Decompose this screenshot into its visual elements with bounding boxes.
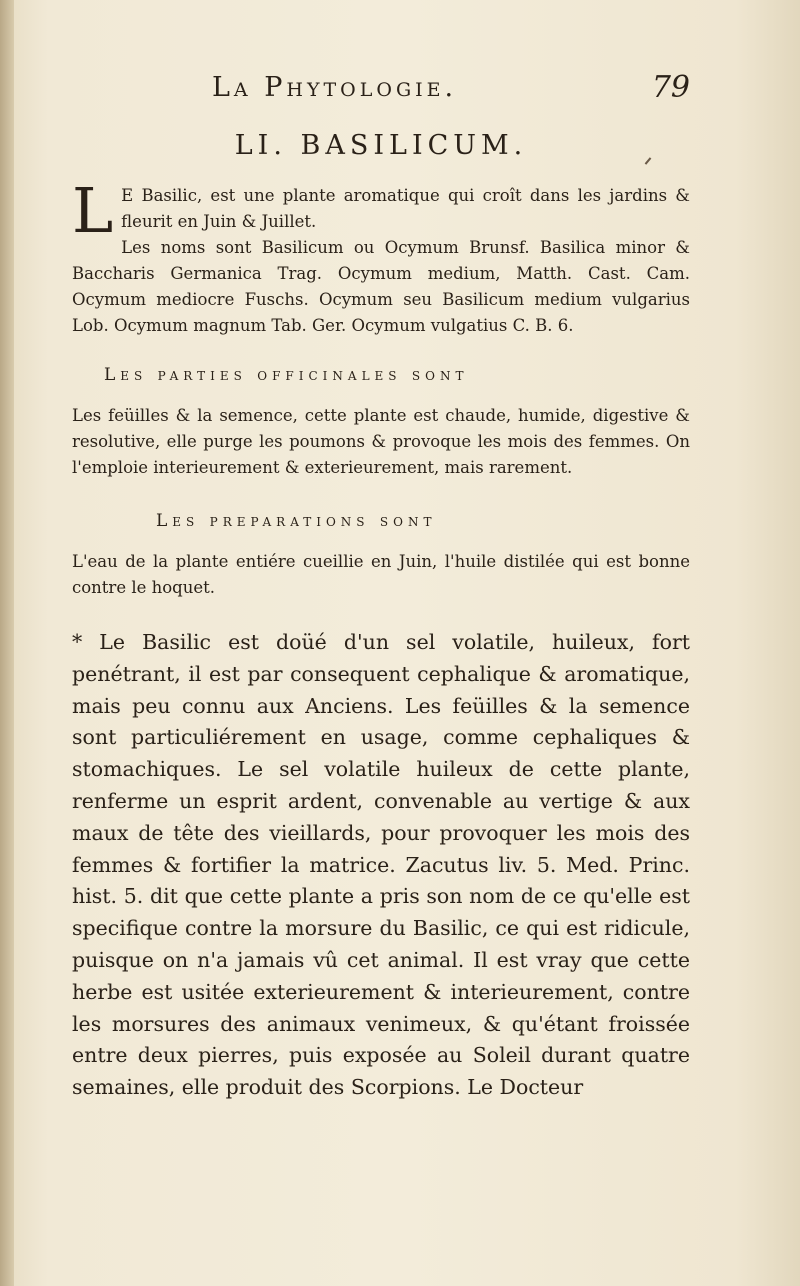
- commentary-paragraph: * Le Basilic est doüé d'un sel volatile, huileux, fort penétrant, il est par consequent cephalique & aromatique, mais peu connu aux Anciens. Les feüilles & la semence sont particuliérement en usage, comme cephaliques & stomachiques. Le sel volatile huileux de cette plante, renferme un esprit ardent, convenable au vertige & aux maux de tête des vieillards, pour provoquer les mois des femmes & fortifier la matrice. Zacutus liv. 5. Med. Princ. hist. 5. dit que cette plante a pris son nom de ce qu'elle est specifique contre la morsure du Basilic, ce qui est ridicule, puisque on n'a jamais vû cet animal. Il est vray que cette herbe est usitée exterieurement & interieurement, contre les morsures des animaux venimeux, & qu'étant froissée entre deux pierres, puis exposée au Soleil durant quatre semaines, elle produit des Scorpions. Le Docteur: [72, 630, 690, 1100]
- page-content: [72, 70, 690, 1104]
- section-heading-officinal-parts: Les parties officinales sont: [104, 365, 469, 385]
- drop-capital: L: [72, 174, 114, 247]
- intro-paragraph: [72, 174, 690, 247]
- page-gutter: [0, 0, 14, 1286]
- page-number: 79: [651, 70, 690, 105]
- names-paragraph: Les noms sont Basilicum ou Ocymum Brunsf. Basilica minor & Baccharis Germanica Trag. Ocymum medium, Matth. Cast. Cam. Ocymum mediocre Fuschs. Ocymum seu Basilicum medium vulgarius Lob. Ocymum magnum Tab. Ger. Ocymum vulgatius C. B. 6.: [72, 238, 690, 335]
- section-heading-preparations: Les preparations sont: [156, 511, 437, 531]
- intro-text: E Basilic, est une plante aromatique qui croît dans les jardins & fleurit en Juin & Juillet.: [121, 186, 690, 231]
- officinal-parts-text: Les feüilles & la semence, cette plante est chaude, humide, digestive & resolutive, elle purge les poumons & provoque les mois des femmes. On l'emploie interieurement & exterieurement, mais rarement.: [72, 406, 690, 477]
- chapter-title: LI. BASILICUM.: [234, 130, 528, 161]
- running-head: [72, 70, 690, 114]
- preparations-text: L'eau de la plante entiére cueillie en Juin, l'huile distilée qui est bonne contre le hoquet.: [72, 552, 690, 597]
- running-title: La Phytologie.: [212, 72, 458, 103]
